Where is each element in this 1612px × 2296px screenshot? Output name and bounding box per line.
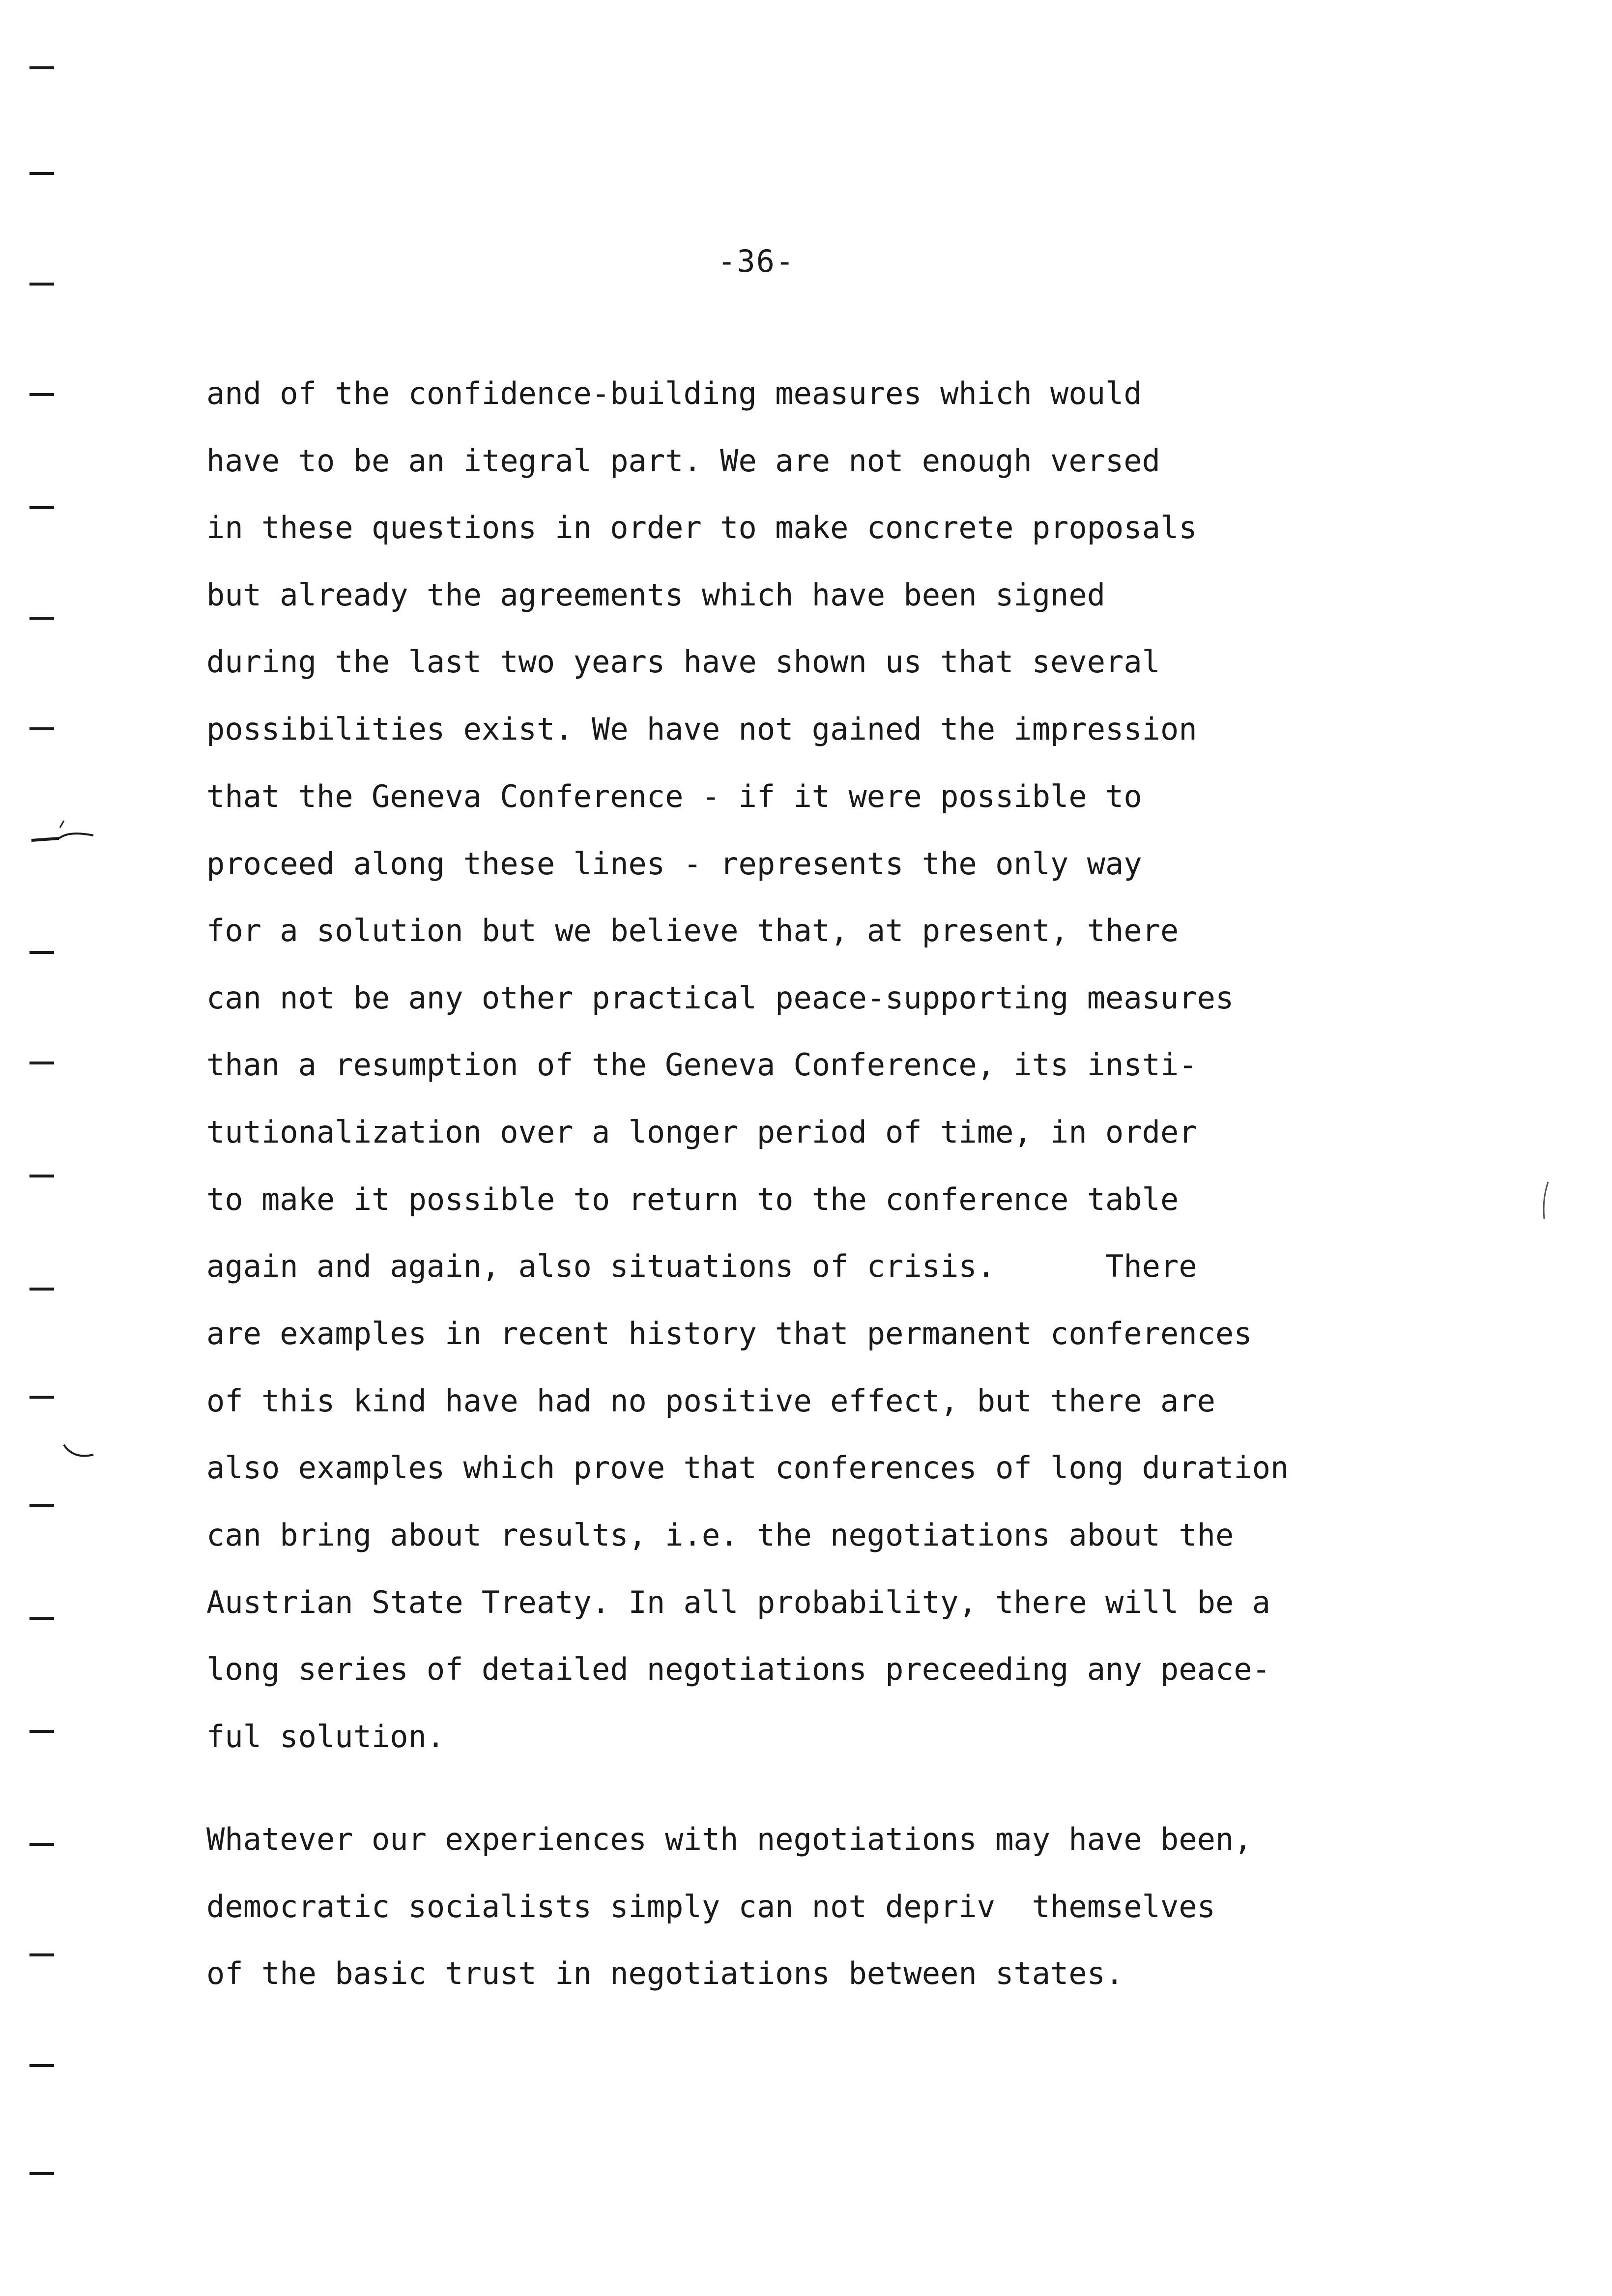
text-line: also examples which prove that conferences of long duration	[206, 1450, 1289, 1486]
margin-tick	[29, 2064, 54, 2067]
text-line: ful solution.	[206, 1719, 445, 1754]
margin-tick	[29, 1843, 54, 1846]
margin-tick	[29, 1288, 54, 1291]
margin-tick	[29, 2172, 54, 2175]
margin-tick	[29, 617, 54, 620]
edge-mark	[1538, 1179, 1553, 1248]
text-line: of this kind have had no positive effect, but there are	[206, 1383, 1215, 1419]
margin-tick	[29, 1396, 54, 1399]
text-line: can not be any other practical peace-supporting measures	[206, 980, 1234, 1016]
text-line: democratic socialists simply can not depriv themselves	[206, 1889, 1215, 1924]
margin-tick	[29, 506, 54, 509]
text-line: possibilities exist. We have not gained the impression	[206, 711, 1197, 747]
text-line: that the Geneva Conference - if it were possible to	[206, 778, 1142, 814]
text-line: proceed along these lines - represents the only way	[206, 846, 1142, 882]
margin-tick	[29, 1504, 54, 1507]
page-number: -36-	[718, 243, 795, 279]
margin-tick	[29, 1062, 54, 1064]
margin-squiggle-mark	[29, 1440, 108, 1469]
text-line: for a solution but we believe that, at present, there	[206, 913, 1179, 948]
margin-tick	[29, 951, 54, 954]
text-line: can bring about results, i.e. the negotiations about the	[206, 1517, 1234, 1553]
margin-tick	[29, 393, 54, 396]
text-line: Austrian State Treaty. In all probability, there will be a	[206, 1584, 1270, 1620]
text-line: have to be an itegral part. We are not enough versed	[206, 443, 1161, 479]
margin-tick	[29, 1175, 54, 1177]
margin-tick	[29, 283, 54, 286]
margin-squiggle-mark	[29, 806, 98, 845]
text-line: again and again, also situations of crisis. There	[206, 1248, 1197, 1284]
text-line: and of the confidence-building measures which would	[206, 375, 1142, 411]
text-line: to make it possible to return to the conference table	[206, 1181, 1179, 1217]
text-line: long series of detailed negotiations preceeding any peace-	[206, 1651, 1270, 1687]
text-line: in these questions in order to make concrete proposals	[206, 510, 1197, 545]
margin-tick	[29, 172, 54, 175]
margin-tick	[29, 727, 54, 730]
margin-tick	[29, 1953, 54, 1956]
text-line: during the last two years have shown us that several	[206, 644, 1161, 680]
margin-tick	[29, 1730, 54, 1733]
margin-tick	[29, 66, 54, 69]
text-line: are examples in recent history that permanent conferences	[206, 1316, 1252, 1351]
text-line: but already the agreements which have been signed	[206, 577, 1106, 613]
margin-tick	[29, 1617, 54, 1620]
text-line: of the basic trust in negotiations between states.	[206, 1955, 1124, 1991]
text-line: tutionalization over a longer period of time, in order	[206, 1114, 1197, 1150]
text-line: than a resumption of the Geneva Conference, its insti-	[206, 1047, 1197, 1083]
text-line: Whatever our experiences with negotiations may have been,	[206, 1821, 1252, 1857]
